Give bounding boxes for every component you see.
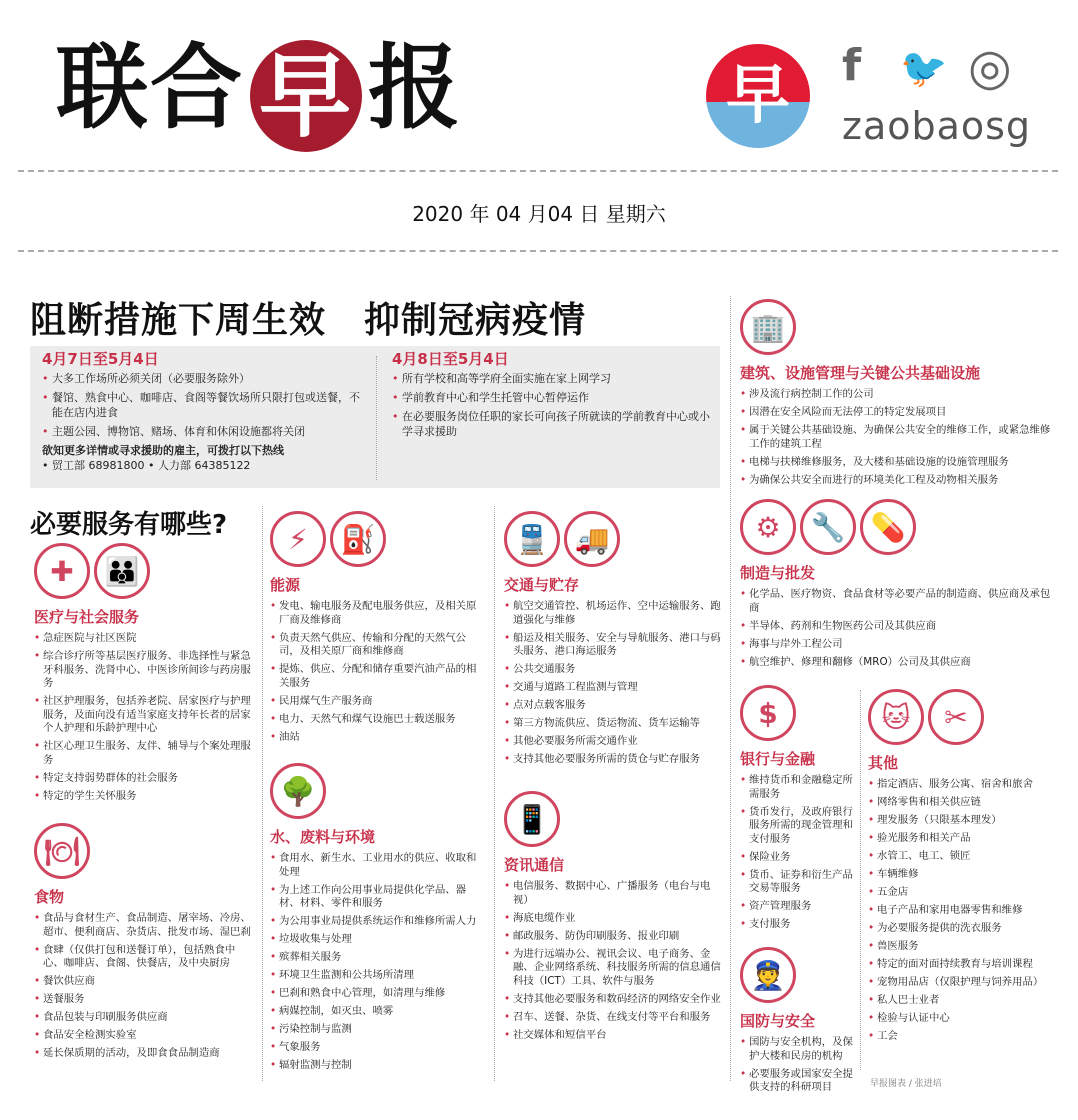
graphic-credit: 早报图表 / 张进培: [870, 1079, 942, 1089]
issue-date: 2020 年 04 月04 日 星期六: [412, 202, 666, 226]
list-item: • 环境卫生监测和公共场所清理: [270, 969, 486, 983]
list-item: • 社交媒体和短信平台: [504, 1029, 722, 1043]
section-food: [34, 820, 252, 1065]
divider-top: [18, 170, 1058, 172]
list-item: • 特定的面对面持续教育与培训课程: [868, 958, 1058, 972]
mobile-phone-icon: 📱: [504, 791, 560, 847]
notice-item: • 餐馆、熟食中心、咖啡店、食阁等餐饮场所只限打包或送餐，不能在店内进食: [42, 390, 368, 420]
list-item: • 因潜在安全风险而无法停工的特定发展项目: [740, 406, 1056, 420]
plate-cutlery-icon: 🍽: [34, 823, 90, 879]
list-item: • 网络零售和相关供应链: [868, 796, 1058, 810]
gears-icon: ⚙: [740, 499, 796, 555]
list-item: • 属于关键公共基础设施、为确保公共安全的维修工作，或紧急维修工作的建筑工程: [740, 424, 1056, 451]
section-title: 其他: [868, 754, 899, 772]
truck-icon: 🚚: [564, 511, 620, 567]
list-item: • 公共交通服务: [504, 663, 722, 677]
list-item: • 电子产品和家用电器零售和维修: [868, 904, 1058, 918]
twitter-icon[interactable]: 🐦: [900, 46, 948, 90]
notice-item: • 学前教育中心和学生托管中心暂停运作: [392, 390, 712, 405]
list-item: • 航空维护、修理和翻修（MRO）公司及其供应商: [740, 656, 1056, 670]
section-title: 水、废料与环境: [270, 828, 376, 846]
divider-bottom: [18, 250, 1058, 252]
list-item: • 食品包装与印刷服务供应商: [34, 1011, 252, 1025]
section-question: 必要服务有哪些?: [30, 510, 228, 540]
section-title: 国防与安全: [740, 1012, 816, 1030]
train-icon: 🚆: [504, 511, 560, 567]
list-item: • 提炼、供应、分配和储存重要汽油产品的相关服务: [270, 663, 486, 690]
list-item: • 涉及流行病控制工作的公司: [740, 388, 1056, 402]
list-item: • 病媒控制，如灭虫、喷雾: [270, 1005, 486, 1019]
notice-right: [392, 352, 712, 443]
notice-item: • 在必要服务岗位任职的家长可向孩子所就读的学前教育中心或小学寻求援助: [392, 409, 712, 439]
masthead-part2: 报: [368, 33, 463, 142]
list-item: • 餐饮供应商: [34, 975, 252, 989]
list-item: • 特定的学生关怀服务: [34, 790, 252, 804]
list-item: • 电信服务、数据中心、广播服务（电台与电视）: [504, 880, 722, 907]
list-item: • 为进行远端办公、视讯会议、电子商务、金融、企业网络系统、科技服务所需的信息通信科技（ICT）工具、软件与服务: [504, 948, 722, 989]
list-item: • 保险业务: [740, 851, 856, 865]
section-manufacturing: [740, 496, 1056, 674]
list-item: • 送餐服务: [34, 993, 252, 1007]
dollar-icon: $: [740, 685, 796, 741]
section-others: [868, 686, 1058, 1048]
masthead-title: [56, 33, 463, 152]
social-handle[interactable]: zaobaosg: [842, 104, 1032, 148]
facebook-icon[interactable]: f: [842, 40, 862, 91]
list-item: • 支付服务: [740, 918, 856, 932]
list-item: • 验光服务和相关产品: [868, 832, 1058, 846]
section-construction: [740, 296, 1056, 492]
tree-icon: 🌳: [270, 763, 326, 819]
list-item: • 支持其他必要服务所需的货仓与贮存服务: [504, 753, 722, 767]
section-title: 银行与金融: [740, 750, 816, 768]
section-title: 交通与贮存: [504, 576, 580, 594]
list-item: • 特定支持弱势群体的社会服务: [34, 772, 252, 786]
list-item: • 为公用事业局提供系统运作和维修所需人力: [270, 915, 486, 929]
headline-part2: 抑制冠病疫情: [364, 300, 587, 341]
list-item: • 货币发行，及政府银行服务所需的现金管理和支付服务: [740, 806, 856, 847]
police-officer-icon: 👮: [740, 947, 796, 1003]
list-item: • 延长保质期的活动，及即食食品制造商: [34, 1047, 252, 1061]
section-transport: [504, 508, 722, 771]
section-title: 资讯通信: [504, 856, 565, 874]
list-item: • 工会: [868, 1030, 1058, 1044]
section-title: 医疗与社会服务: [34, 608, 140, 626]
family-icon: 👪: [94, 543, 150, 599]
list-item: • 货币、证券和衍生产品交易等服务: [740, 869, 856, 896]
list-item: • 半导体、药剂和生物医药公司及其供应商: [740, 620, 1056, 634]
zaobao-logo[interactable]: [706, 44, 810, 148]
notice-item: • 大多工作场所必须关闭（必要服务除外）: [42, 371, 368, 386]
hotline-numbers: • 贸工部 68981800 • 人力部 64385122: [42, 459, 251, 472]
fuel-pump-icon: ⛽: [330, 511, 386, 567]
list-item: • 殡葬相关服务: [270, 951, 486, 965]
lightning-drop-icon: ⚡: [270, 511, 326, 567]
list-item: • 邮政服务、防伪印刷服务、报业印刷: [504, 930, 722, 944]
notice-left-heading: 4月7日至5月4日: [42, 350, 159, 368]
list-item: • 急症医院与社区医院: [34, 632, 252, 646]
list-item: • 其他必要服务所需交通作业: [504, 735, 722, 749]
list-item: • 气象服务: [270, 1041, 486, 1055]
list-item: • 交通与道路工程监测与管理: [504, 681, 722, 695]
list-item: • 电梯与扶梯维修服务，及大楼和基础设施的设施管理服务: [740, 456, 1056, 470]
list-item: • 检验与认证中心: [868, 1012, 1058, 1026]
list-item: • 发电、输电服务及配电服务供应，及相关原厂商及维修商: [270, 600, 486, 627]
section-infocomm: [504, 788, 722, 1047]
list-item: • 电力、天然气和煤气设施巴士载送服务: [270, 713, 486, 727]
list-item: • 维持货币和金融稳定所需服务: [740, 774, 856, 801]
notice-box: [30, 346, 720, 488]
list-item: • 资产管理服务: [740, 900, 856, 914]
section-security: [740, 944, 856, 1099]
list-item: • 私人巴士业者: [868, 994, 1058, 1008]
list-item: • 为上述工作向公用事业局提供化学品、器材、材料、零件和服务: [270, 884, 486, 911]
scissors-icon: ✂: [928, 689, 984, 745]
section-medical: [34, 540, 252, 808]
list-item: • 点对点载客服务: [504, 699, 722, 713]
list-item: • 国防与安全机构，及保护大楼和民房的机构: [740, 1036, 856, 1063]
list-item: • 船运及相关服务、安全与导航服务、港口与码头服务、港口海运服务: [504, 632, 722, 659]
list-item: • 车辆维修: [868, 868, 1058, 882]
list-item: • 五金店: [868, 886, 1058, 900]
list-item: • 支持其他必要服务和数码经济的网络安全作业: [504, 993, 722, 1007]
section-water: [270, 760, 486, 1077]
list-item: • 理发服务（只限基本理发）: [868, 814, 1058, 828]
building-icon: 🏢: [740, 299, 796, 355]
list-item: • 海底电缆作业: [504, 912, 722, 926]
list-item: • 水管工、电工、锁匠: [868, 850, 1058, 864]
list-item: • 海事与岸外工程公司: [740, 638, 1056, 652]
logo-char: 早: [726, 58, 790, 133]
list-item: • 社区护理服务，包括养老院、居家医疗与护理服务，及面向没有适当家庭支持年长者的居家个人护理和乐龄护理中心: [34, 695, 252, 736]
list-item: • 召车、送餐、杂货、在线支付等平台和服务: [504, 1011, 722, 1025]
notice-item: • 所有学校和高等学府全面实施在家上网学习: [392, 371, 712, 386]
list-item: • 民用煤气生产服务商: [270, 695, 486, 709]
list-item: • 综合诊疗所等基层医疗服务、非选择性与紧急牙科服务、洗肾中心、中医诊所间诊与药房服务: [34, 650, 252, 691]
section-title: 制造与批发: [740, 564, 816, 582]
list-item: • 第三方物流供应、货运物流、货车运输等: [504, 717, 722, 731]
instagram-icon[interactable]: ◎: [968, 38, 1012, 96]
list-item: • 兽医服务: [868, 940, 1058, 954]
list-item: • 指定酒店、服务公寓、宿舍和旅舍: [868, 778, 1058, 792]
medicine-icon: 💊: [860, 499, 916, 555]
list-item: • 油站: [270, 731, 486, 745]
list-item: • 辐射监测与控制: [270, 1059, 486, 1073]
headline-part1: 阻断措施下周生效: [30, 300, 327, 341]
list-item: • 必要服务或国家安全提供支持的科研项目: [740, 1068, 856, 1095]
notice-right-heading: 4月8日至5月4日: [392, 350, 509, 368]
masthead-part1: 联合: [56, 33, 245, 142]
masthead-zao: 早: [250, 40, 362, 152]
section-banking: [740, 682, 856, 936]
list-item: • 为确保公共安全而进行的环境美化工程及动物相关服务: [740, 474, 1056, 488]
list-item: • 为必要服务提供的洗衣服务: [868, 922, 1058, 936]
list-item: • 食肆（仅供打包和送餐订单），包括熟食中心、咖啡店、食阁、快餐店，及中央厨房: [34, 944, 252, 971]
wrench-icon: 🔧: [800, 499, 856, 555]
cat-icon: 🐱: [868, 689, 924, 745]
list-item: • 社区心理卫生服务、友伴、辅导与个案处理服务: [34, 740, 252, 767]
list-item: • 垃圾收集与处理: [270, 933, 486, 947]
list-item: • 食品与食材生产、食品制造、屠宰场、冷房、超市、便利商店、杂货店、批发市场、湿巴刹: [34, 912, 252, 939]
hotline-title: 欲知更多详情或寻求援助的雇主，可拨打以下热线: [42, 444, 284, 457]
list-item: • 食品安全检测实验室: [34, 1029, 252, 1043]
notice-item: • 主题公园、博物馆、赌场、体育和休闲设施都将关闭: [42, 424, 368, 439]
headline: [30, 292, 624, 343]
medical-cross-icon: ✚: [34, 543, 90, 599]
list-item: • 化学品、医疗物资、食品食材等必要产品的制造商、供应商及承包商: [740, 588, 1056, 615]
list-item: • 食用水、新生水、工业用水的供应、收取和处理: [270, 852, 486, 879]
section-title: 建筑、设施管理与关键公共基础设施: [740, 364, 981, 382]
list-item: • 航空交通管控、机场运作、空中运输服务、跑道强化与维修: [504, 600, 722, 627]
section-energy: [270, 508, 486, 749]
list-item: • 巴刹和熟食中心管理，如清理与维修: [270, 987, 486, 1001]
section-title: 能源: [270, 576, 301, 594]
list-item: • 宠物用品店（仅限护理与饲养用品）: [868, 976, 1058, 990]
notice-left: [42, 352, 368, 473]
list-item: • 污染控制与监测: [270, 1023, 486, 1037]
list-item: • 负责天然气供应、传输和分配的天然气公司，及相关原厂商和维修商: [270, 632, 486, 659]
section-title: 食物: [34, 888, 65, 906]
